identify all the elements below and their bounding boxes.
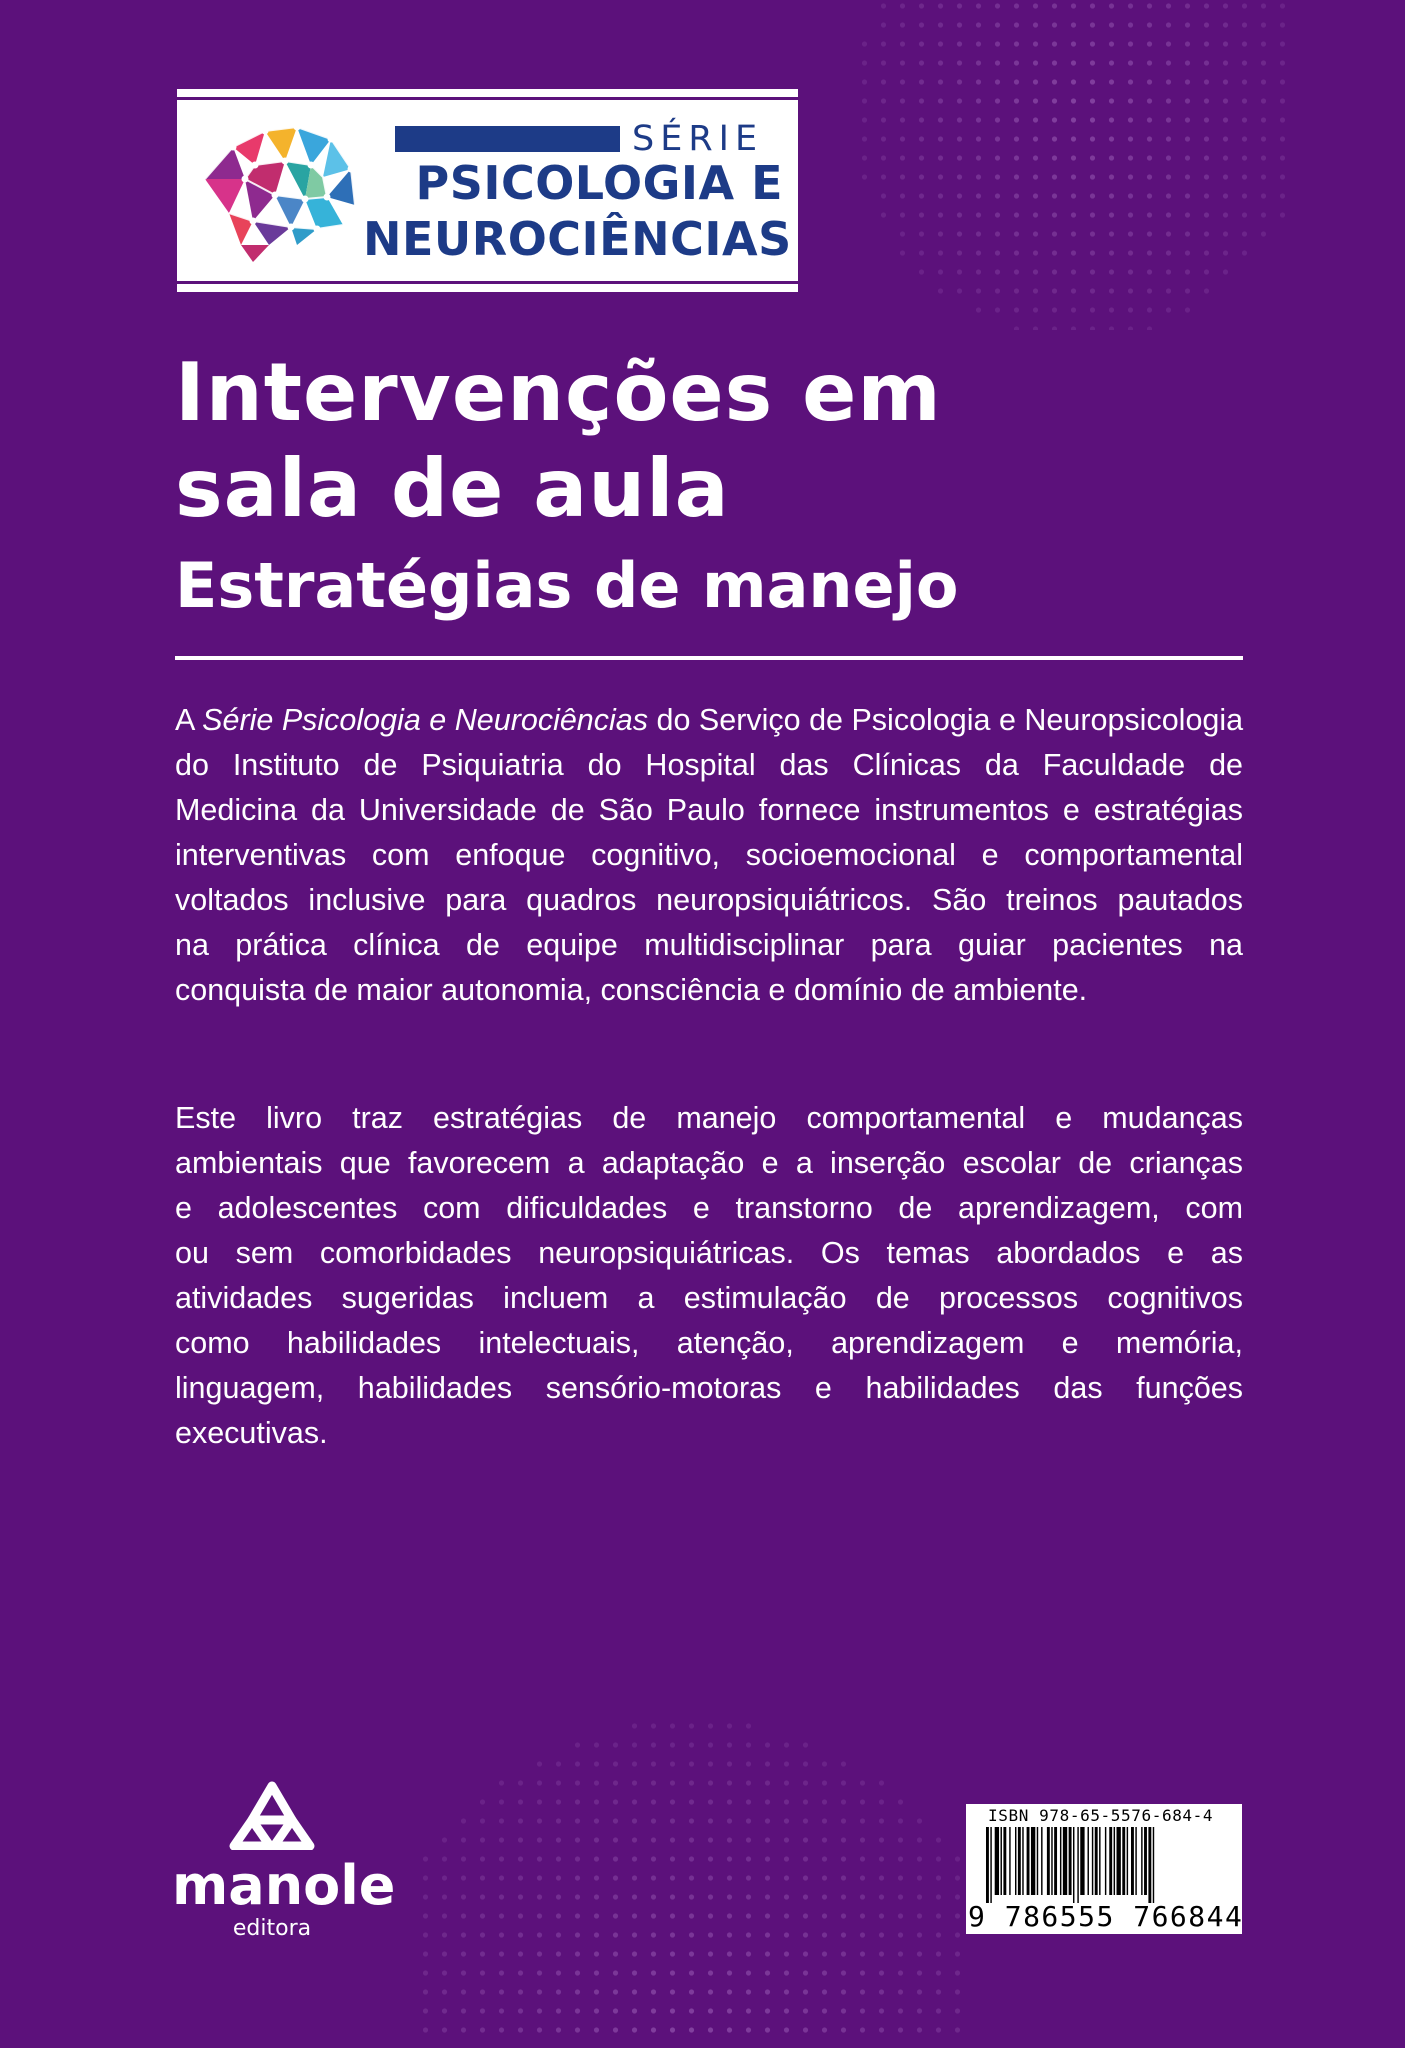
manole-m-icon: [222, 1780, 322, 1850]
dot-pattern-top: [830, 0, 1290, 330]
dot-pattern-bottom: [410, 1720, 970, 2048]
ean-digits: 9 786555 766844: [968, 1900, 1244, 1933]
book-description-paragraph: [175, 1096, 1243, 1456]
book-subtitle: Estratégias de manejo: [175, 549, 959, 622]
paragraph1-line3: Medicina da Universidade de São Paulo fornece instrumentos e estratégias: [175, 793, 1243, 827]
book-title: [175, 345, 1275, 537]
publisher-name: manole: [172, 1854, 396, 1917]
series-logo-box: [177, 89, 798, 292]
title-divider: [175, 656, 1243, 660]
paragraph1-line1-rest: do Serviço de Psicologia e Neuropsicologia: [648, 703, 1244, 737]
series-label: SÉRIE: [632, 119, 764, 159]
isbn-barcode: [966, 1804, 1242, 1934]
paragraph1-line2: do Instituto de Psiquiatria do Hospital das Clínicas da Faculdade de: [175, 748, 1243, 782]
publisher-subtitle: editora: [232, 1916, 312, 1941]
paragraph2-line5: atividades sugeridas incluem a estimulação de processos cognitivos: [175, 1281, 1243, 1315]
series-name-line1: PSICOLOGIA E: [415, 156, 783, 210]
paragraph2-line1: Este livro traz estratégias de manejo comportamental e mudanças: [175, 1101, 1243, 1135]
paragraph1-line6: na prática clínica de equipe multidisciplinar para guiar pacientes na: [175, 928, 1243, 962]
book-title-line2: sala de aula: [175, 442, 730, 535]
paragraph2-line6: como habilidades intelectuais, atenção, aprendizagem e memória,: [175, 1326, 1243, 1360]
series-description-paragraph: [175, 698, 1243, 1013]
book-title-line1: Intervenções em: [175, 346, 942, 439]
paragraph1-lead: A: [175, 703, 203, 737]
paragraph1-line7: conquista de maior autonomia, consciência e domínio de ambiente.: [175, 973, 1088, 1007]
series-box-top-rule: [177, 97, 798, 100]
isbn-label: ISBN 978-65-5576-684-4: [988, 1806, 1214, 1825]
paragraph2-line8: executivas.: [175, 1416, 328, 1450]
paragraph2-line7: linguagem, habilidades sensório-motoras e habilidades das funções: [175, 1371, 1243, 1405]
series-box-bottom-rule: [177, 281, 798, 284]
paragraph2-line2: ambientais que favorecem a adaptação e a inserção escolar de crianças: [175, 1146, 1243, 1180]
paragraph1-line4: interventivas com enfoque cognitivo, socioemocional e comportamental: [175, 838, 1243, 872]
series-name-line2: NEUROCIÊNCIAS: [363, 212, 792, 266]
paragraph2-line3: e adolescentes com dificuldades e transtorno de aprendizagem, com: [175, 1191, 1243, 1225]
paragraph1-line1: [175, 698, 1243, 743]
brain-network-icon: [193, 117, 363, 262]
barcode-icon: [986, 1827, 1236, 1903]
paragraph1-line5: voltados inclusive para quadros neuropsiquiátricos. São treinos pautados: [175, 883, 1243, 917]
series-name-italic: Série Psicologia e Neurociências: [202, 703, 649, 737]
series-accent-bar: [395, 126, 620, 152]
publisher-logo: [172, 1780, 396, 1941]
paragraph2-line4: ou sem comorbidades neuropsiquiátricas. Os temas abordados e as: [175, 1236, 1243, 1270]
